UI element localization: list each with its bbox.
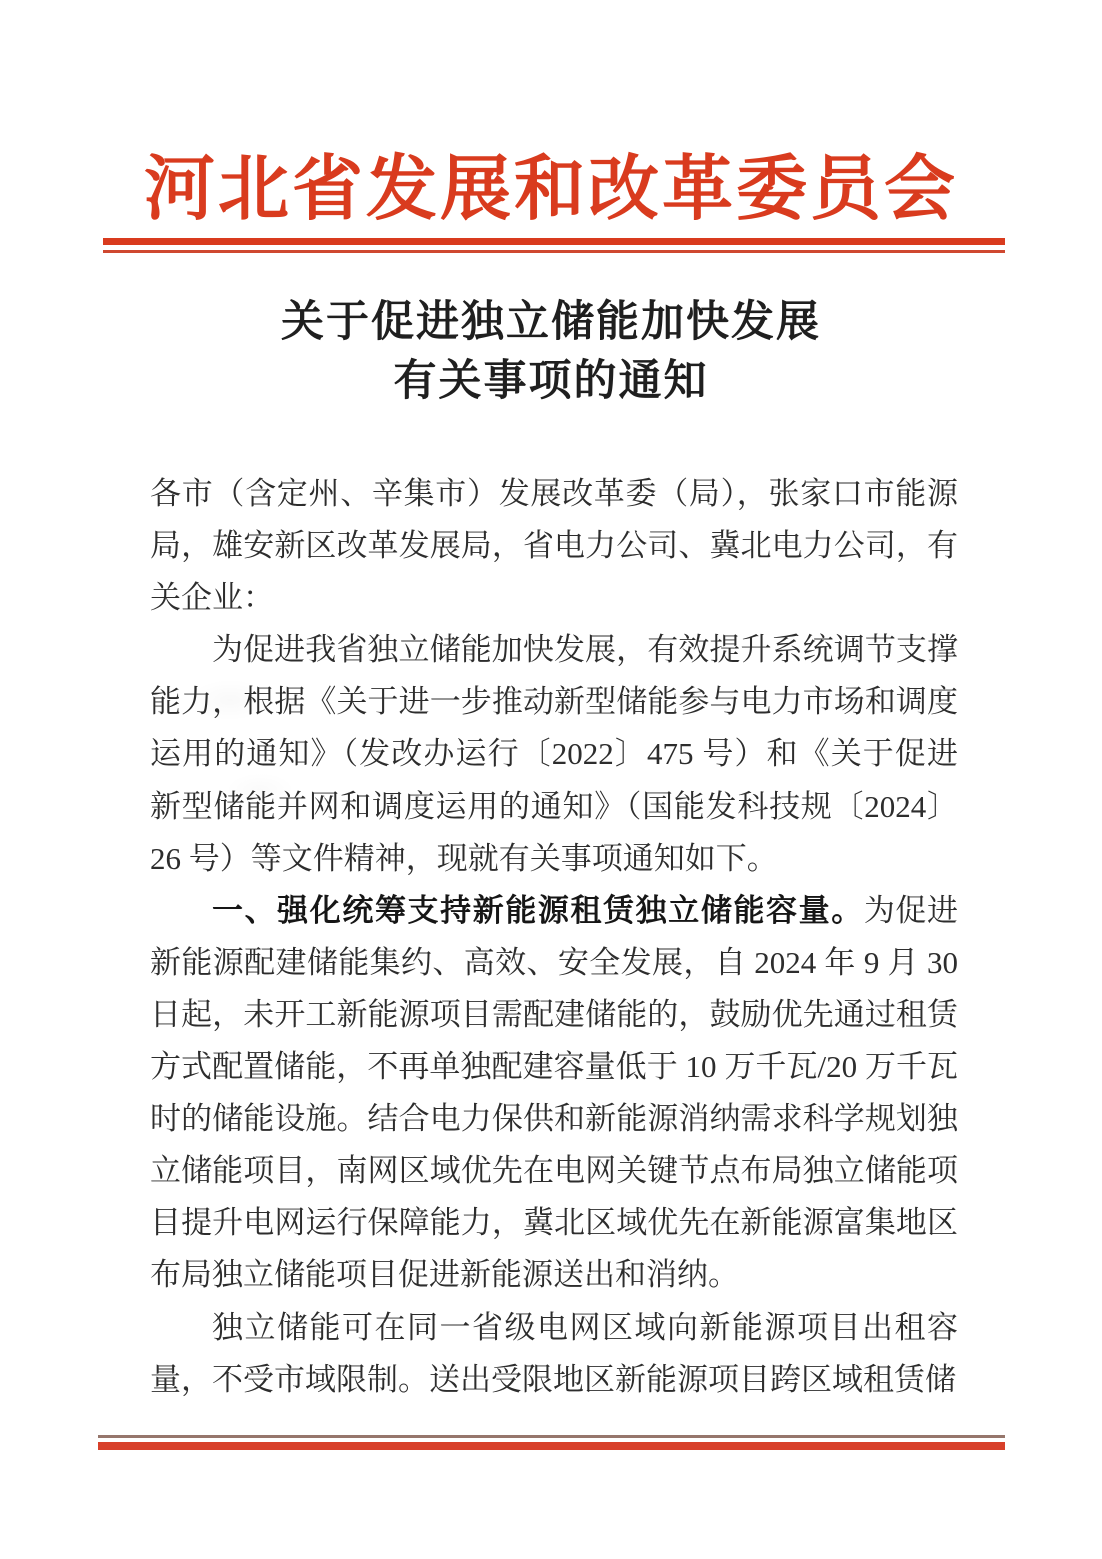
paragraph-text: 为促进我省独立储能加快发展，有效提升系统调节支撑能力，根据《关于进一步推动新型储能参与电力市场和调度运用的通知》（发改办运行〔2022〕475 号）和《关于促进新型储能并网和调度运用的通知》（国能发科技规〔2024〕26 号）等文件精神，现就有关事项通知如下。	[150, 632, 958, 876]
body-paragraph	[150, 468, 958, 624]
body-paragraph	[150, 624, 958, 884]
paragraph-text: 独立储能可在同一省级电网区域向新能源项目出租容量，不受市域限制。送出受限地区新能源项目跨区域租赁储	[150, 1309, 958, 1397]
footer-rule-thin	[98, 1435, 1005, 1438]
document-title-line1: 关于促进独立储能加快发展	[281, 299, 821, 346]
agency-name-header: 河北省发展和改革委员会	[143, 151, 958, 229]
paragraph-bold-lead: 一、强化统筹支持新能源租赁独立储能容量。	[212, 892, 864, 928]
paragraph-text: 各市（含定州、辛集市）发展改革委（局），张家口市能源局，雄安新区改革发展局，省电力公司、冀北电力公司，有关企业：	[150, 476, 958, 616]
footer-double-rule	[98, 1435, 1005, 1450]
header-double-rule	[103, 238, 1005, 253]
footer-rule-thick	[98, 1442, 1005, 1450]
header-rule-thin	[103, 250, 1005, 253]
document-title-line2: 有关事项的通知	[393, 358, 709, 405]
body-paragraph	[150, 1302, 958, 1406]
header-rule-thick	[103, 238, 1005, 245]
paragraph-text: 为促进新能源配建储能集约、高效、安全发展，自 2024 年 9 月 30 日起，未开工新能源项目需配建储能的，鼓励优先通过租赁方式配置储能，不再单独配建容量低于 10 万千瓦/20 万千瓦时的储能设施。结合电力保供和新能源消纳需求科学规划独立储能项目，南网区域优先在电网关键节点布局独立储能项目提升电网运行保障能力，冀北区域优先在新能源富集地区布局独立储能项目促进新能源送出和消纳。	[150, 892, 959, 1293]
document-body	[150, 468, 958, 1406]
document-title	[0, 293, 1102, 411]
body-paragraph	[150, 885, 958, 1302]
